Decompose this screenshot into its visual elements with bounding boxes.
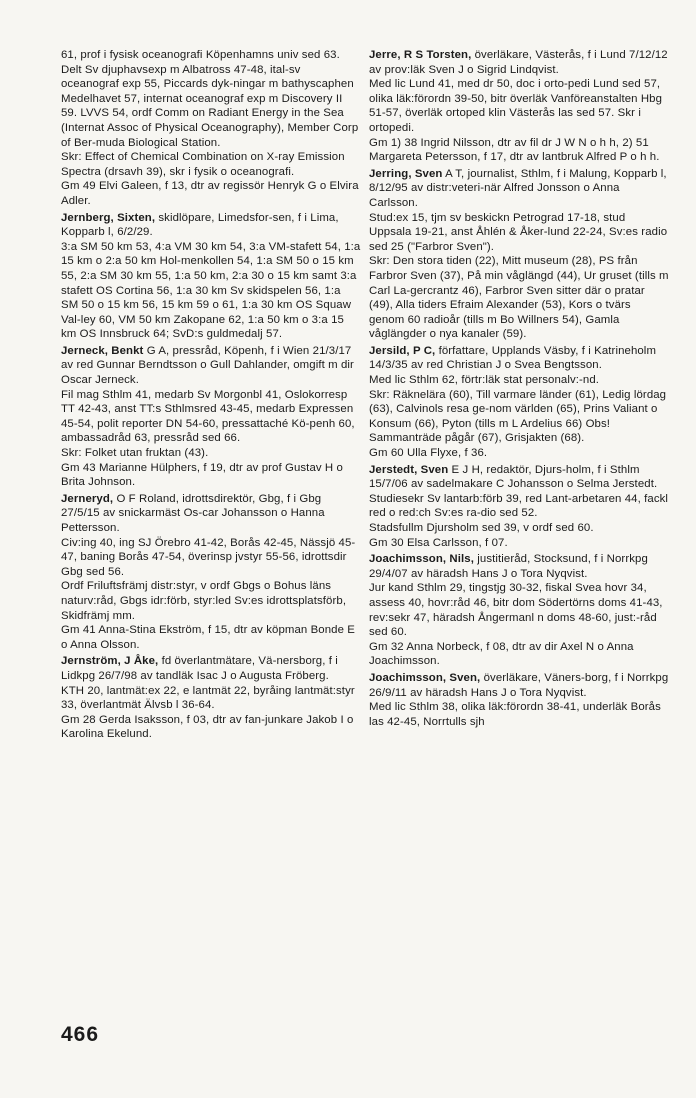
entry-paragraph: Civ:ing 40, ing SJ Örebro 41-42, Borås 42-45, Nässjö 45-47, baning Borås 47-54, överinsp jvstyr 55-56, idrottsdir Gbg sed 56. (61, 536, 356, 578)
entry-paragraph: Gm 41 Anna-Stina Ekström, f 15, dtr av köpman Bonde E o Anna Olsson. (61, 624, 356, 651)
biography-entry (61, 211, 361, 342)
entry-intro (61, 654, 361, 683)
entry-paragraph: Gm 60 Ulla Flyxe, f 36. (369, 447, 488, 460)
entry-paragraph: Skr: Den stora tiden (22), Mitt museum (28), PS från Farbror Sven (37), På min våglängd (44), Ur gruset (tills m Carl La-gercrantz 46), Farbror Sven sitter där o pratar (49), Alla tiders Efraim Alexander (53), Kors o tvärs genom 60 radioår (tills m Bo Willners 54), Gamla våglängder o nya kanaler (59). (369, 255, 669, 341)
entry-paragraph: Gm 28 Gerda Isaksson, f 03, dtr av fan-junkare Jakob I o Karolina Ekelund. (61, 713, 354, 741)
entry-name: Joachimsson, Sven, (369, 671, 481, 684)
entry-paragraph: Jur kand Sthlm 29, tingstjg 30-32, fiskal Svea hovr 34, assess 40, hovr:råd 46, bitr dom Södertörns doms 41-43, rev:sekr 47, häradsh Ångermanl n doms 48-60, just:-råd sed 60. (369, 582, 663, 639)
page-number: 466 (61, 1023, 100, 1046)
entry-lead: fd överlantmätare, Vä-nersborg, f i Lidkpg 26/7/98 av tandläk Isac J o Augusta Fröberg. (61, 655, 338, 682)
entry-paragraph: Skr: Effect of Chemical Combination on X-ray Emission Spectra (drsavh 39), skr i fysik o oceanografi. (61, 151, 345, 178)
biography-entry (61, 654, 361, 742)
entry-paragraph: Delt Sv djuphavsexp m Albatross 47-48, ital-sv oceanograf exp 55, Piccards dyk-ningar m bathyscaphen Medelhavet 57, internat oceanograf exp m Discovery II 59. LVVS 54, ordf Comm on Radiant Energy in the Sea (Internat Assoc of Physical Oceanography), Member Corp of Ber-muda Biological Station. (61, 63, 359, 149)
entry-intro (369, 48, 669, 77)
entry-lead: A T, journalist, Sthlm, f i Malung, Kopparb l, 8/12/95 av distr:veteri-när Alfred Jonsson o Anna Carlsson. (369, 167, 667, 209)
entry-name: Jerre, R S Torsten, (369, 49, 472, 61)
entry-lead: O F Roland, idrottsdirektör, Gbg, f i Gbg 27/5/15 av snickarmäst Os-car Johansson o Hanna Pettersson. (61, 492, 325, 534)
entry-lead: författare, Upplands Väsby, f i Katrineholm 14/3/35 av red Christian J o Svea Bengtsson. (369, 344, 657, 372)
entry-lead: överläkare, Västerås, f i Lund 7/12/12 av prov:läk Sven J o Sigrid Lindqvist. (369, 49, 668, 76)
entry-paragraph: Med lic Sthlm 62, förtr:läk stat personalv:-nd. (369, 374, 600, 387)
entry-paragraph: Gm 49 Elvi Galeen, f 13, dtr av regissör Henryk G o Elvira Adler. (61, 180, 359, 207)
entry-name: Jernberg, Sixten, (61, 211, 156, 224)
entry-name: Jerneryd, (61, 492, 114, 505)
entry-paragraph: 61, prof i fysisk oceanografi Köpenhamns univ sed 63. (61, 49, 340, 61)
biography-entry (369, 552, 669, 669)
entry-paragraph: Gm 43 Marianne Hülphers, f 19, dtr av prof Gustav H o Brita Johnson. (61, 461, 343, 489)
entry-paragraph: Ordf Friluftsfrämj distr:styr, v ordf Gbgs o Bohus läns naturv:råd, Gbgs idr:förb, styr:led Sv:es idrottsplatsförb, Skidfrämj mm. (61, 580, 347, 622)
entry-name: Jerstedt, Sven (369, 463, 449, 476)
entry-paragraph: Studiesekr Sv lantarb:förb 39, red Lant-arbetaren 44, fackl red o red:ch Sv:es ra-dio sed 52. (369, 492, 669, 520)
entry-name: Jernström, J Åke, (61, 655, 159, 668)
entry-paragraph: Fil mag Sthlm 41, medarb Sv Morgonbl 41, Oslokorresp TT 42-43, anst TT:s Sthlmsred 43-45, medarb Expressen 45-54, polit reporter DN 54-60, pressattaché Kö-penh 60, ambassadråd 63, pressråd sed 66. (61, 388, 355, 445)
entry-name: Jersild, P C, (369, 344, 436, 357)
entry-intro (369, 463, 669, 492)
biography-entry (369, 671, 669, 729)
entry-paragraph: Med lic Lund 41, med dr 50, doc i orto-pedi Lund sed 57, olika läk:förordn 39-50, bitr överläk Vanföreanstalten Hbg 51-57, överläk ortoped klin Västerås las sed 57. Skr i ortopedi. (369, 78, 663, 134)
entry-intro (369, 671, 669, 700)
entry-paragraph: Med lic Sthlm 38, olika läk:förordn 38-41, underläk Borås las 42-45, Norrtulls sjh (369, 701, 661, 728)
entry-intro (61, 344, 361, 388)
entry-paragraph: Gm 30 Elsa Carlsson, f 07. (369, 536, 508, 549)
entry-paragraph: Gm 32 Anna Norbeck, f 08, dtr av dir Axel N o Anna Joachimsson. (369, 640, 634, 668)
entry-lead: G A, pressråd, Köpenh, f i Wien 21/3/17 av red Gunnar Berndtsson o Gull Dahlander, omgift m dir Oscar Jerneck. (61, 344, 354, 387)
entry-paragraph: KTH 20, lantmät:ex 22, e lantmät 22, byråing lantmät:styr 33, överlantmät Älvsb l 36-64. (61, 684, 355, 712)
entry-paragraph: Skr: Folket utan fruktan (43). (61, 447, 209, 460)
entry-lead: E J H, redaktör, Djurs-holm, f i Sthlm 15/7/06 av sadelmakare C Johansson o Selma Jerstedt. (369, 463, 658, 491)
biography-entry (369, 48, 669, 165)
biography-entry (369, 344, 669, 461)
biography-entry (61, 492, 361, 653)
entry-paragraph: 3:a SM 50 km 53, 4:a VM 30 km 54, 3:a VM-stafett 54, 1:a 15 km o 2:a 50 km Hol-menkollen 54, 1:a SM 50 o 15 km 55, 2:a SM 30 km 55, 1:a 50 km, 2:a 30 o 15 km samt 3:a stafett OS Cortina 56, 1:a 30 km Sv skidspelen 56, 1:a SM 50 o 15 km 56, 15 km 59 o 61, 1:a 30 km OS Squaw Val-ley 60, VM 50 km Zakopane 62, 1:a 50 km o 3:a 15 km OS Innsbruck 64; SvD:s guldmedalj 57. (61, 240, 361, 341)
entry-paragraph: Gm 1) 38 Ingrid Nilsson, dtr av fil dr J W N o h h, 2) 51 Margareta Petersson, f 17, dtr av lantbruk Alfred P o h h. (369, 136, 660, 164)
entry-paragraph: Stadsfullm Djursholm sed 39, v ordf sed 60. (369, 522, 594, 534)
entry-intro (369, 167, 669, 211)
entry-paragraph: Skr: Räknelära (60), Till varmare länder (61), Ledig lördag (63), Calvinols resa ge-nom världen (65), Prins Valiant o Konsum (66), Pyton (tills m L Ardelius 66) Obs! Sammanträde pågår (67), Grisjakten (68). (369, 388, 667, 445)
biography-entry (61, 48, 361, 209)
entry-intro (369, 552, 669, 581)
entry-name: Joachimsson, Nils, (369, 553, 474, 566)
entry-lead: skidlöpare, Limedsfor-sen, f i Lima, Kopparb l, 6/2/29. (61, 211, 339, 239)
entry-intro (61, 211, 361, 240)
entry-lead: justitieråd, Stocksund, f i Norrkpg 29/4/07 av häradsh Hans J o Tora Nyqvist. (369, 553, 648, 580)
left-column (61, 48, 361, 744)
entry-intro (369, 344, 669, 373)
entry-lead: överläkare, Väners-borg, f i Norrkpg 26/9/11 av häradsh Hans J o Tora Nyqvist. (369, 671, 669, 699)
biography-entry (369, 167, 669, 342)
entry-name: Jerring, Sven (369, 167, 443, 180)
biography-entry (369, 463, 669, 551)
entry-paragraph: Stud:ex 15, tjm sv beskickn Petrograd 17-18, stud Uppsala 19-21, anst Åhlén & Åker-lund 22-24, Sv:es radio sed 25 ("Farbror Sven"). (369, 211, 668, 253)
entry-name: Jerneck, Benkt (61, 344, 144, 357)
entry-intro (61, 492, 361, 536)
right-column (369, 48, 669, 731)
biography-entry (61, 344, 361, 490)
